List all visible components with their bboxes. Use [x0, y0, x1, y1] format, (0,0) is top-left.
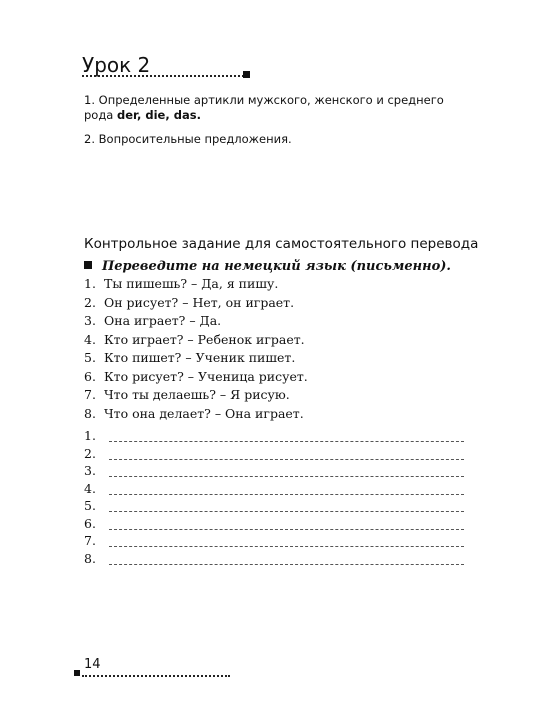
sentence-text: Он рисует? – Нет, он играет.	[104, 294, 295, 310]
sentence-text: Кто рисует? – Ученица рисует.	[104, 368, 308, 384]
instruction-text: Переведите на немецкий язык (письменно).	[102, 259, 451, 274]
sentence-number: 7.	[84, 387, 96, 402]
answer-number: 5.	[84, 498, 96, 513]
title-square-bullet	[243, 71, 250, 78]
answer-blank[interactable]	[109, 546, 464, 547]
sentence-item	[84, 331, 308, 350]
topic-number: 1.	[84, 93, 95, 107]
answer-blank[interactable]	[109, 459, 464, 460]
sentence-item	[84, 294, 308, 313]
sentence-item	[84, 368, 308, 387]
sentence-text: Она играет? – Да.	[104, 313, 222, 328]
topic-text: Определенные артикли мужского, женского и среднего рода	[84, 93, 444, 122]
sentence-text: Кто играет? – Ребенок играет.	[104, 331, 305, 347]
sentence-number: 6.	[84, 368, 96, 384]
square-bullet-icon	[84, 261, 92, 269]
answer-number: 2.	[84, 445, 96, 461]
footer-square-bullet	[74, 670, 80, 676]
answer-blank[interactable]	[109, 494, 464, 495]
answer-blank[interactable]	[109, 441, 464, 442]
answer-blank[interactable]	[109, 476, 464, 477]
exercise-instruction	[84, 259, 451, 274]
footer-dotted-rule	[82, 675, 230, 677]
topic-number: 2.	[84, 132, 95, 146]
sentence-number: 1.	[84, 276, 96, 291]
sentence-text: Что ты делаешь? – Я рисую.	[104, 387, 290, 402]
sentence-item	[84, 275, 308, 294]
sentence-item	[84, 386, 308, 405]
section-heading: Контрольное задание для самостоятельного перевода	[84, 236, 479, 252]
answer-blank[interactable]	[109, 529, 464, 530]
answer-blank[interactable]	[109, 564, 464, 565]
sentence-text: Кто пишет? – Ученик пишет.	[104, 350, 296, 365]
sentence-text: Что она делает? – Она играет.	[104, 405, 304, 421]
sentence-number: 5.	[84, 350, 96, 365]
sentence-number: 2.	[84, 294, 96, 310]
answer-number: 8.	[84, 550, 96, 566]
sentence-number: 4.	[84, 331, 96, 347]
sentence-item	[84, 405, 308, 424]
sentence-number: 8.	[84, 405, 96, 421]
page-number: 14	[84, 657, 101, 672]
answer-number: 7.	[84, 533, 96, 548]
sentence-number: 3.	[84, 313, 96, 328]
sentence-text: Ты пишешь? – Да, я пишу.	[104, 276, 279, 291]
topic-item	[84, 93, 474, 123]
topic-text: Вопросительные предложения.	[98, 132, 292, 146]
answer-number: 3.	[84, 463, 96, 478]
sentences-list	[84, 275, 308, 423]
lesson-topics-list	[84, 93, 474, 156]
sentence-item	[84, 349, 308, 368]
sentence-item	[84, 312, 308, 331]
title-dotted-rule	[82, 75, 244, 77]
topic-item	[84, 132, 474, 147]
lesson-title: Урок 2	[82, 53, 151, 77]
topic-articles: der, die, das.	[117, 108, 201, 122]
answer-blank[interactable]	[109, 511, 464, 512]
answer-number: 4.	[84, 480, 96, 496]
answer-number: 1.	[84, 428, 96, 443]
answer-number: 6.	[84, 515, 96, 531]
